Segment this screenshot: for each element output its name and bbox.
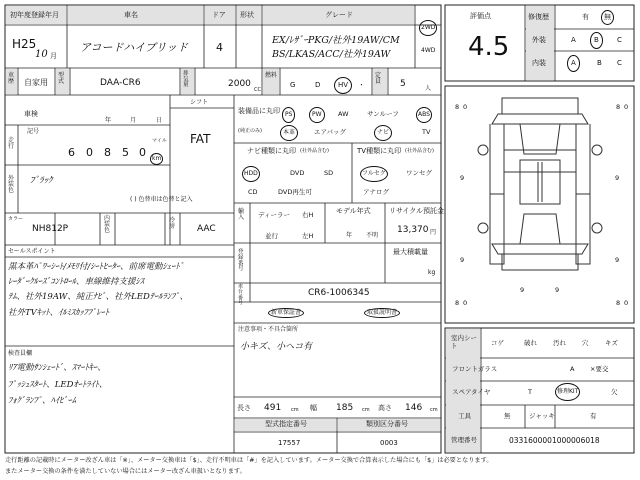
usage-value: 自家用 — [24, 78, 48, 87]
inspection-month: 月 — [130, 117, 137, 124]
inspector-label: 検査員欄 — [8, 350, 33, 357]
fuel-d: D — [315, 81, 321, 89]
odo-digit-2: 0 — [86, 146, 93, 159]
diag-num-14: 9 — [555, 286, 560, 294]
import-label: 輸入 — [238, 208, 245, 221]
management-no-value: 0331600001000006018 — [509, 436, 600, 445]
tv-type-label: TV種類に丸印 — [357, 147, 402, 155]
equip-navi-circled: ナビ — [374, 125, 392, 141]
model-spec-label: 型式指定番号 — [265, 420, 307, 428]
cc-unit: CC — [254, 87, 261, 93]
class-no-label: 類別区分番号 — [366, 420, 408, 428]
ac-label: 冷房 — [169, 217, 176, 230]
diag-num-11: 9 — [460, 256, 465, 264]
model-type-value: DAA-CR6 — [100, 78, 141, 88]
first-reg-label: 初年度登録年月 — [10, 11, 59, 19]
glass-replace: ×要交 — [590, 365, 609, 373]
odo-digit-5: 0 — [139, 146, 146, 159]
length-label: 長さ — [237, 404, 251, 412]
nav-sd: SD — [324, 169, 334, 177]
footer-note-1: 走行距離の記載時にメーター改ざん車は「※」、メーター交換車は「$」、走行不明車は「#」を記入しています。メーター交換で合算表示した場合にも「$」は必要となります。 — [5, 457, 493, 464]
exterior-b-circled: B — [590, 32, 603, 49]
grade-line-2: BS/LKAS/ACC/社外19AW — [272, 49, 391, 60]
inspector-line-1: ﾘｱ電動ｻﾝｼｪｰﾄﾞ、ｽﾏｰﾄｷｰ、 — [8, 363, 106, 373]
equipment-label: 装備品に丸印 — [238, 107, 280, 115]
class-no-value: 0003 — [380, 439, 398, 447]
recycle-unit: 円 — [430, 229, 437, 236]
notes-label: 注意事項・不具合箇所 — [238, 326, 299, 333]
capacity-label: 定員 — [375, 72, 382, 85]
repaint-note: ( ) 色替車は色替と記入 — [130, 196, 193, 203]
nav-dvd: DVD — [290, 169, 305, 177]
seat-scratch: キズ — [605, 339, 618, 347]
sales-line-2: ﾚｰﾀﾞｰｸﾙｰｽﾞｺﾝﾄﾛｰﾙ、車線維持支援ｼｽ — [8, 277, 145, 287]
height-value: 146 — [405, 403, 423, 413]
width-value: 185 — [336, 403, 354, 413]
max-load-unit: kg — [428, 269, 436, 276]
inspector-line-2: ﾌﾟｯｼｭｽﾀｰﾄ、LEDｵｰﾄﾗｲﾄ、 — [8, 380, 108, 390]
exterior-color-label: 外装色 — [8, 175, 15, 194]
displacement-value: 2000 — [228, 79, 251, 89]
door-label: ドア — [212, 11, 226, 19]
sales-line-1: 黒本革ﾊﾟﾜｰｼｰﾄ/ﾒﾓﾘ付/ｼｰﾄﾋｰﾀｰ、前席電動ｼｪｰﾄﾞ — [8, 262, 184, 272]
capacity-unit: 人 — [425, 85, 432, 92]
diag-num-6: 0 — [463, 299, 468, 307]
shift-value: FAT — [190, 132, 211, 146]
tv-oneseg: ワンセグ — [406, 169, 432, 177]
diag-num-10: 9 — [615, 174, 620, 182]
footer-note-2: またメーター交換の条件を満たしていない場合にはメーター改ざん車扱いとなります。 — [5, 468, 246, 475]
tv-type-sublabel: (社外品含む) — [405, 148, 434, 154]
opt-new-car-warranty: 新車保証書 — [268, 308, 304, 318]
fuel-hv-circled: HV — [334, 77, 352, 94]
color-code-value: NH812P — [32, 224, 69, 234]
month-unit: 月 — [50, 52, 57, 60]
repair-history-label: 修復歴 — [528, 13, 549, 21]
interior-label: 内装 — [532, 59, 546, 67]
import-lhd: 左H — [302, 232, 314, 240]
seat-hole: 穴 — [582, 339, 589, 347]
capacity-value: 5 — [400, 79, 406, 89]
registration-label: 登録番号 — [238, 249, 244, 273]
sales-line-3: ﾃﾑ、社外19AW、純正ﾅﾋﾞ、社外LEDﾃｰﾙﾗﾝﾌﾟ、 — [8, 292, 189, 302]
management-no-label: 管理番号 — [451, 436, 477, 444]
nav-cd: CD — [248, 188, 258, 196]
model-spec-value: 17557 — [278, 439, 301, 447]
equip-ps-circled: PS — [282, 107, 295, 123]
drive-2wd-circled: 2WD — [419, 20, 437, 36]
color-code-label: カラー — [8, 216, 24, 222]
exterior-label: 外装 — [532, 36, 546, 44]
spare-missing: 欠 — [611, 388, 618, 396]
recycle-value: 13,370 — [397, 225, 429, 235]
interior-a-circled: A — [567, 55, 580, 72]
exterior-color-value: ﾌﾞﾗｯｸ — [30, 176, 53, 186]
shift-label: シフト — [190, 99, 209, 106]
diag-num-2: 0 — [463, 103, 468, 111]
repair-no-circled: 無 — [601, 10, 614, 25]
shape-label: 形状 — [240, 11, 254, 19]
fuel-g: G — [290, 81, 296, 89]
width-unit: cm — [362, 407, 370, 413]
notes-value: 小キズ、小ヘコ有 — [240, 342, 313, 352]
tools-value: 無 — [504, 412, 511, 420]
diag-num-13: 9 — [520, 286, 525, 294]
sales-line-4: 社外TVｷｯﾄ、ｲﾙﾐｽｶｯﾌﾌﾟﾚｰﾄ — [8, 308, 110, 318]
mileage-label: 走行 — [8, 137, 15, 150]
model-type-label: 型式 — [58, 72, 65, 85]
nav-type-label: ナビ種類に丸印 — [247, 147, 296, 155]
chassis-value: CR6-1006345 — [308, 288, 370, 298]
import-dealer: ディーラー — [258, 211, 290, 219]
equip-airbag: エアバッグ — [314, 128, 346, 136]
equipment-sublabel: (純正のみ) — [238, 128, 262, 134]
spare-label: スペアタイヤ — [452, 388, 491, 396]
diag-num-4: 0 — [624, 103, 629, 111]
grade-line-1: EX/ﾚｻﾞｰPKG/社外19AW/CM — [272, 35, 400, 46]
grade-label: グレード — [325, 11, 353, 19]
sales-points-label: セールスポイント — [8, 248, 56, 255]
length-unit: cm — [291, 407, 299, 413]
recycle-label: リサイクル預託金 — [389, 207, 445, 215]
spare-tire: T — [528, 388, 532, 396]
diag-num-7: 8 — [616, 299, 621, 307]
car-name-label: 車名 — [124, 11, 138, 19]
import-parallel: 並行 — [265, 232, 278, 240]
jack-label: ジャッキ — [529, 412, 555, 420]
diag-num-5: 8 — [455, 299, 460, 307]
nav-hdd-circled: HDD — [242, 166, 260, 182]
glass-label: フロントガラス — [452, 365, 498, 373]
seat-tear: 破れ — [524, 339, 537, 347]
odo-digit-3: 8 — [104, 146, 111, 159]
car-name-value: アコードハイブリッド — [80, 41, 189, 54]
equip-abs-circled: ABS — [416, 107, 432, 123]
diag-num-8: 0 — [624, 299, 629, 307]
length-value: 491 — [264, 403, 282, 413]
doors-value: 4 — [216, 41, 223, 54]
width-label: 幅 — [310, 404, 317, 412]
equip-aw: AW — [338, 110, 349, 118]
first-reg-month: 10 — [35, 49, 48, 60]
glass-a: A — [570, 365, 575, 373]
import-rhd: 右H — [302, 211, 314, 219]
equip-pw-circled: PW — [309, 107, 325, 123]
tv-fullseg-circled: フルセグ — [360, 166, 388, 182]
max-load-label: 最大積載量 — [393, 248, 428, 256]
interior-c: C — [617, 59, 622, 67]
height-unit: cm — [430, 407, 438, 413]
drive-4wd: 4WD — [421, 47, 436, 54]
exterior-c: C — [617, 36, 622, 44]
nav-dvd-playback: DVD再生可 — [278, 188, 312, 196]
diag-num-12: 9 — [615, 256, 620, 264]
model-year-unknown: 不明 — [366, 232, 379, 239]
chassis-label: 車台番号 — [238, 284, 244, 306]
fuel-other: ・ — [358, 81, 365, 89]
ac-value: AAC — [197, 224, 216, 234]
repair-yes: 有 — [582, 13, 589, 21]
km-unit-circled: km — [150, 153, 163, 165]
inspector-line-3: ﾌｫｸﾞﾗﾝﾌﾟ、ﾊｲﾋﾞｰﾑ — [8, 396, 77, 406]
equip-tv: TV — [422, 128, 431, 136]
odometer-symbol-label: 記号 — [27, 128, 40, 135]
mile-unit: マイル — [152, 138, 167, 144]
spare-repair-kit-circled: 修理KIT — [555, 383, 580, 401]
seat-burn: コゲ — [491, 339, 504, 347]
nav-type-sublabel: (社外品含む) — [300, 148, 329, 154]
odo-digit-4: 5 — [122, 146, 129, 159]
fuel-label: 燃料 — [265, 72, 278, 79]
diag-num-3: 8 — [616, 103, 621, 111]
equip-leather-circled: 本革 — [280, 125, 298, 141]
history-label: 車歴 — [8, 72, 15, 85]
inspection-label: 車検 — [24, 110, 38, 118]
rating-label: 評価点 — [470, 12, 491, 20]
tv-analog: アナログ — [363, 188, 389, 196]
seat-stain: 汚れ — [553, 339, 566, 347]
interior-color-label: 内装色 — [104, 215, 111, 234]
model-year-label: モデル年式 — [336, 207, 371, 215]
first-reg-year: H25 — [12, 37, 37, 51]
opt-owners-manual: 取扱説明書 — [364, 308, 400, 318]
inspection-day: 日 — [156, 117, 163, 124]
rating-value: 4.5 — [468, 32, 510, 62]
diag-num-1: 8 — [455, 103, 460, 111]
diag-num-9: 9 — [460, 174, 465, 182]
inspection-year: 年 — [105, 117, 112, 124]
exterior-a: A — [571, 36, 576, 44]
interior-b: B — [597, 59, 602, 67]
tools-label: 工具 — [458, 412, 471, 420]
jack-value: 有 — [590, 412, 597, 420]
odo-digit-1: 6 — [68, 146, 75, 159]
model-year-year: 年 — [346, 232, 353, 239]
height-label: 高さ — [378, 404, 392, 412]
seat-label: 室内シート — [451, 334, 477, 351]
displacement-label: 排気量 — [183, 71, 189, 88]
equip-sunroof: サンルーフ — [367, 110, 399, 118]
